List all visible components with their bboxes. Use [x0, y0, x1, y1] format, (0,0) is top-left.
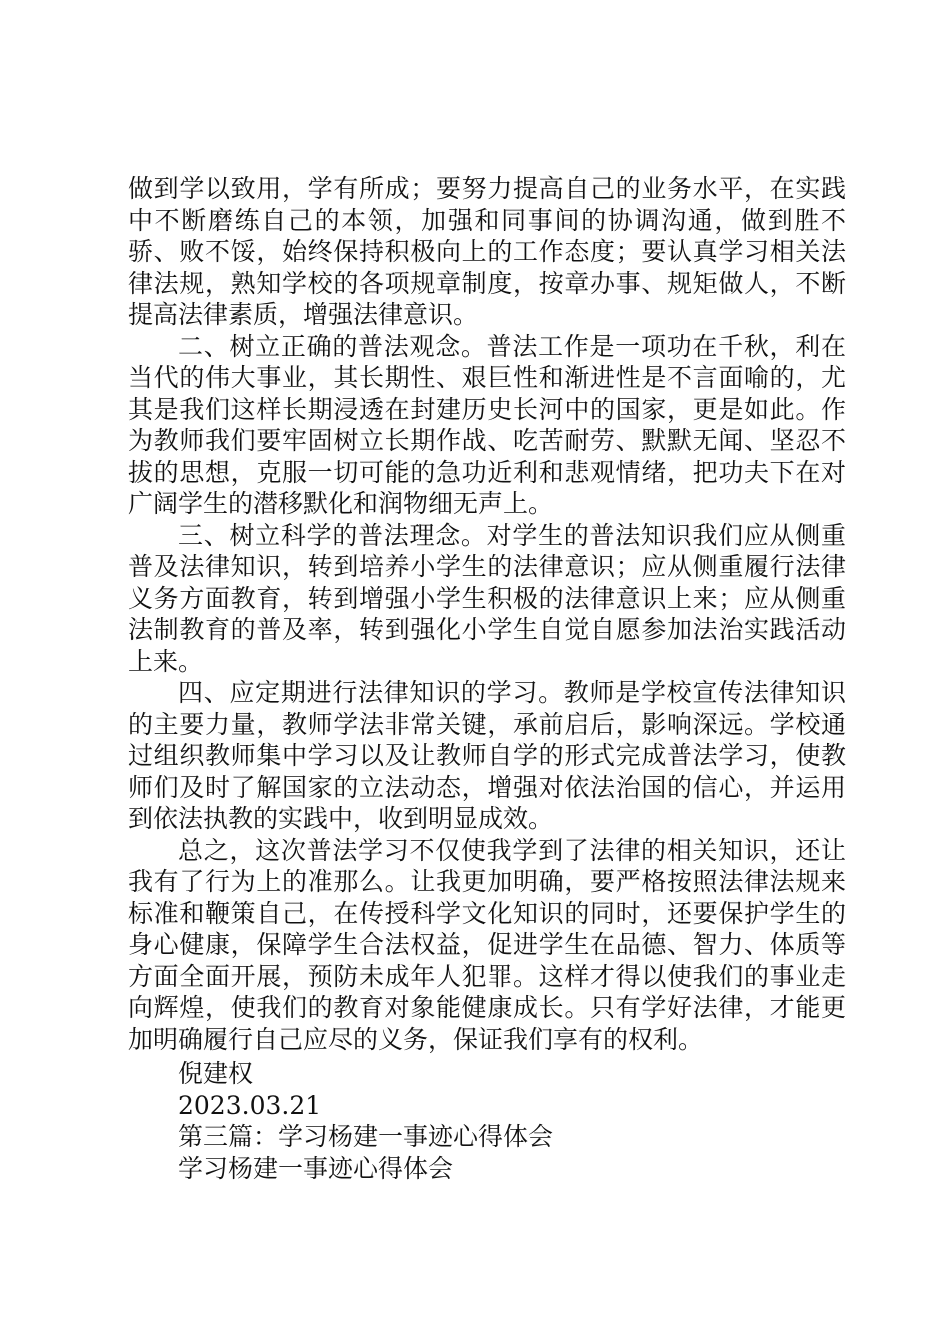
document-closing [178, 1058, 838, 1184]
paragraph-continuation: 做到学以致用，学有所成；要努力提高自己的业务水平，在实践中不断磨练自己的本领，加强和同事间的协调沟通，做到胜不骄、败不馁，始终保持积极向上的工作态度；要认真学习相关法律法规，熟知学校的各项规章制度，按章办事、规矩做人，不断提高法律素质，增强法律意识。 [128, 174, 846, 329]
next-section-heading: 第三篇：学习杨建一事迹心得体会 [178, 1122, 554, 1151]
next-section-title: 学习杨建一事迹心得体会 [178, 1153, 454, 1183]
document-date: 2023.03.21 [178, 1090, 322, 1120]
paragraph-section-two: 二、树立正确的普法观念。普法工作是一项功在千秋，利在当代的伟大事业，其长期性、艰巨性和渐进性是不言面喻的，尤其是我们这样长期浸透在封建历史长河中的国家，更是如此。作为教师我们要牢固树立长期作战、吃苦耐劳、默默无闻、坚忍不拔的思想，克服一切可能的急功近利和悲观情绪，把功夫下在对广阔学生的潜移默化和润物细无声上。 [128, 331, 846, 518]
author-name: 倪建权 [178, 1059, 254, 1088]
document-body [128, 173, 846, 1055]
paragraph-section-three: 三、树立科学的普法理念。对学生的普法知识我们应从侧重普及法律知识，转到培养小学生的法律意识；应从侧重履行法律义务方面教育，转到增强小学生积极的法律意识上来；应从侧重法制教育的普及率，转到强化小学生自觉自愿参加法治实践活动上来。 [128, 520, 846, 676]
paragraph-section-four: 四、应定期进行法律知识的学习。教师是学校宣传法律知识的主要力量，教师学法非常关键，承前启后，影响深远。学校通过组织教师集中学习以及让教师自学的形式完成普法学习，使教师们及时了解国家的立法动态，增强对依法治国的信心，并运用到依法执教的实践中，收到明显成效。 [128, 678, 846, 833]
paragraph-conclusion: 总之，这次普法学习不仅使我学到了法律的相关知识，还让我有了行为上的准那么。让我更加明确，要严格按照法律法规来标准和鞭策自己，在传授科学文化知识的同时，还要保护学生的身心健康，保障学生合法权益，促进学生在品德、智力、体质等方面全面开展，预防未成年人犯罪。这样才得以使我们的事业走向辉煌，使我们的教育对象能健康成长。只有学好法律，才能更加明确履行自己应尽的义务，保证我们享有的权利。 [128, 835, 846, 1054]
